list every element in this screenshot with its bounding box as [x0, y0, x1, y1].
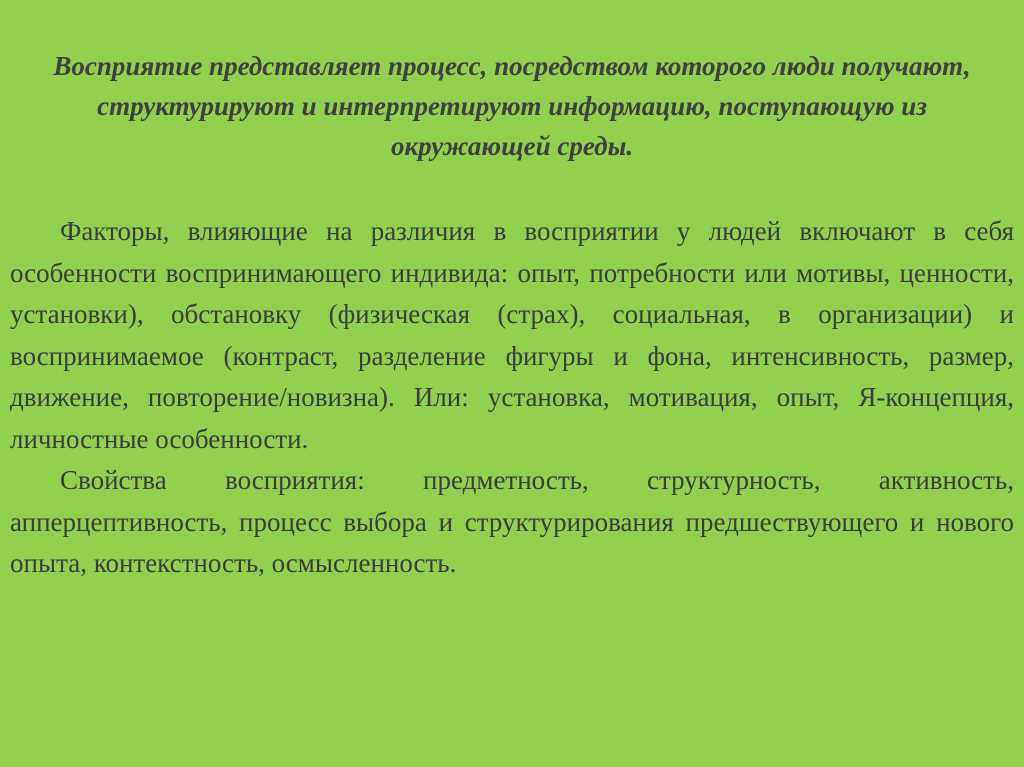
properties-paragraph: Свойства восприятия: предметность, структурность, активность, апперцептивность, процесс выбора и структурирования предшествующего и нового опыта, контекстность, осмысленность. — [10, 465, 1014, 578]
factors-paragraph: Факторы, влияющие на различия в восприятии у людей включают в себя особенности воспринимающего индивида: опыт, потребности или мотивы, ценности, установки), обстановку (физическая (страх), социальная, в организации) и воспринимаемое (контраст, разделение фигуры и фона, интенсивность, размер, движение, повторение/новизна). Или: установка, мотивация, опыт, Я-концепция, личностные особенности. — [10, 216, 1014, 454]
body-text — [10, 211, 1014, 585]
definition-heading: Восприятие представляет процесс, посредством которого люди получают, структурируют и интерпретируют информацию, поступающую из окружающей среды. — [53, 51, 971, 161]
